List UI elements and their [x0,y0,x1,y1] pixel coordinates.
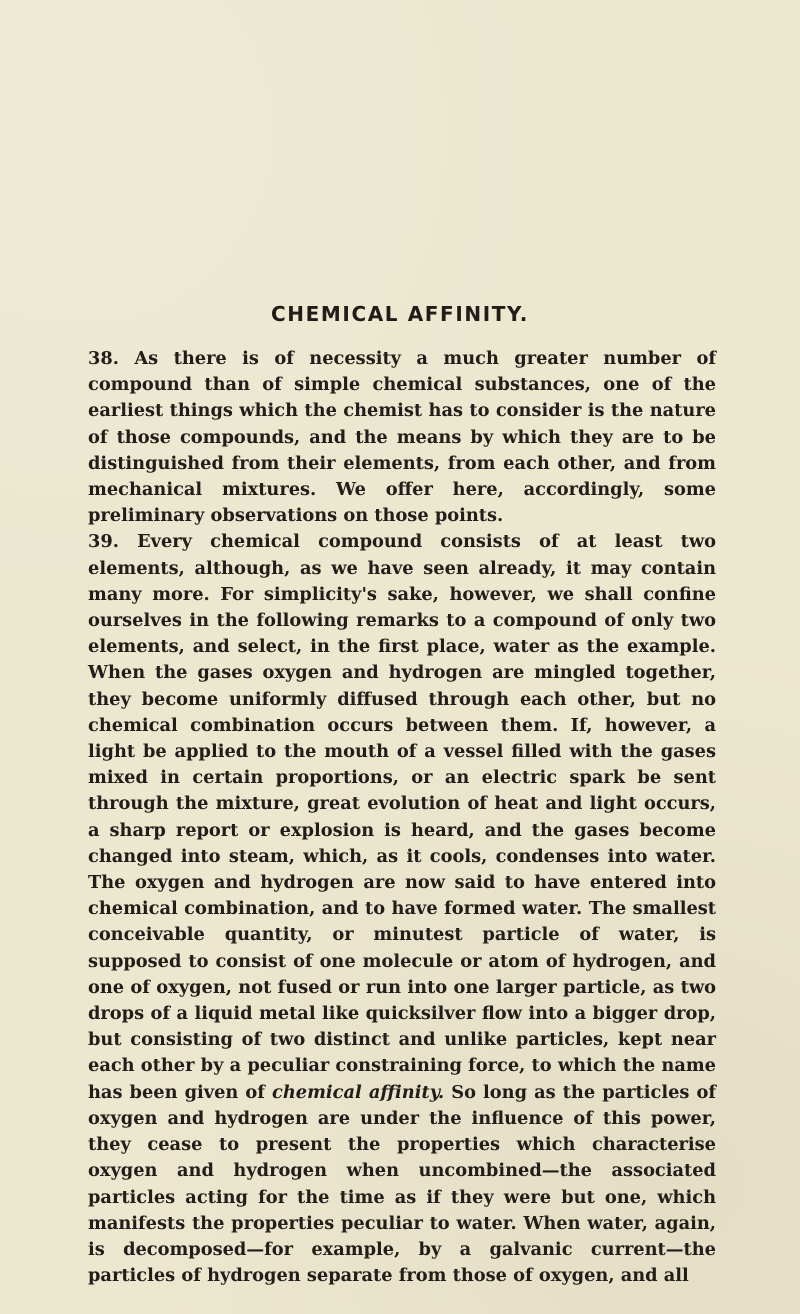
paragraph-text-continued: So long as the particles of oxygen and hydrogen are under the influence of this power, they cease to present the properties which characterise oxygen and hydrogen when uncombined—the associated particles acting for the time as if they were but one, which manifests the properties peculiar to water. When water, again, is decomposed—for example, by a galvanic current—the particles of hydrogen separate from those of oxygen, and all [88,1081,716,1287]
paragraph-text: Every chemical compound consists of at least two elements, although, as we have seen already, it may contain many more. For simplicity's sake, however, we shall confine ourselves in the following remarks to a compound of only two elements, and select, in the first place, water as the example. When the gases oxygen and hydrogen are mingled together, they become uniformly diffused through each other, but no chemical combination occurs between them. If, however, a light be applied to the mouth of a vessel filled with the gases mixed in certain proportions, or an electric spark be sent through the mixture, great evolution of heat and light occurs, a sharp report or explosion is heard, and the gases become changed into steam, which, as it cools, condenses into water. The oxygen and hydrogen are now said to have entered into chemical combination, and to have formed water. The smallest conceivable quantity, or minutest particle of water, is supposed to consist of one molecule or atom of hydrogen, and one of oxygen, not fused or run into one larger particle, as two drops of a liquid metal like quicksilver flow into a bigger drop, but consisting of two distinct and unlike particles, kept near each other by a peculiar constraining force, to which the name has been given of [88,531,716,1103]
page-heading: CHEMICAL AFFINITY. [271,302,529,326]
paragraph-39 [88,529,716,1289]
paragraph-38 [88,346,716,529]
paragraph-text: As there is of necessity a much greater number of compound than of simple chemical substances, one of the earliest things which the chemist has to consider is the nature of those compounds, and the means by which they are to be distinguished from their elements, from each other, and from mechanical mixtures. We offer here, accordingly, some preliminary observations on those points. [88,348,716,527]
body-text [88,346,716,1289]
italic-term: chemical affinity. [272,1081,445,1103]
paragraph-number: 39. [88,531,119,553]
paragraph-number: 38. [88,348,119,369]
